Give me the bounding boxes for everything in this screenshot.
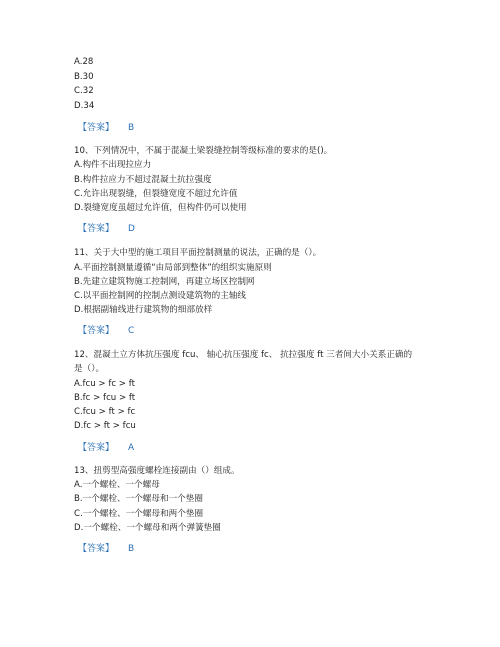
answer-label: 【答案】 bbox=[78, 123, 115, 133]
q11-option-c: C.以平面控制网的控制点测设建筑物的主轴线 bbox=[74, 291, 247, 301]
answer-label: 【答案】 bbox=[78, 443, 115, 453]
q11-option-a: A.平面控制测量遵循“由局部到整体”的组织实施原则 bbox=[74, 263, 272, 273]
answer-value: B bbox=[128, 123, 135, 133]
answer-value: D bbox=[128, 224, 135, 234]
q13-option-b: B.一个螺栓、一个螺母和一个垫圈 bbox=[74, 494, 203, 504]
q11-answer-row bbox=[78, 325, 134, 337]
q12-option-a: A.fcu > fc > ft bbox=[74, 379, 135, 389]
q13-answer-row bbox=[78, 543, 134, 555]
question-10-text: 10、下列情况中，不属于混凝土梁裂缝控制等级标准的要求的是()。 bbox=[74, 146, 333, 156]
question-12-text-line2: 是（）。 bbox=[74, 364, 105, 374]
q12-option-d: D.fc > ft > fcu bbox=[74, 421, 136, 431]
answer-row bbox=[78, 122, 134, 134]
q12-option-c: C.fcu > ft > fc bbox=[74, 407, 136, 417]
answer-label: 【答案】 bbox=[78, 326, 115, 336]
q11-option-b: B.先建立建筑物施工控制网，再建立场区控制网 bbox=[74, 277, 255, 287]
q13-option-c: C.一个螺栓、一个螺母和两个垫圈 bbox=[74, 509, 204, 519]
answer-value: C bbox=[128, 326, 135, 336]
option-d: D.34 bbox=[74, 101, 95, 111]
q13-option-a: A.一个螺栓、一个螺母 bbox=[74, 480, 160, 490]
answer-value: A bbox=[128, 443, 135, 453]
q10-option-b: B.构件拉应力不超过混凝土抗拉强度 bbox=[74, 175, 212, 185]
option-c: C.32 bbox=[74, 86, 94, 96]
q10-option-c: C.允许出现裂缝，但裂缝宽度不超过允许值 bbox=[74, 189, 238, 199]
question-12-text-line1: 12、混凝土立方体抗压强度 fcu、 轴心抗压强度 fc、 抗拉强度 ft 三者间大小关系正确的 bbox=[74, 350, 413, 360]
option-a: A.28 bbox=[74, 57, 94, 67]
q13-option-d: D.一个螺栓、一个螺母和两个弹簧垫圈 bbox=[74, 523, 221, 533]
q10-option-a: A.构件不出现拉应力 bbox=[74, 160, 152, 170]
answer-value: B bbox=[128, 544, 135, 554]
answer-label: 【答案】 bbox=[78, 544, 115, 554]
q12-answer-row bbox=[78, 442, 134, 454]
q11-option-d: D.根据副轴线进行建筑物的细部放样 bbox=[74, 305, 213, 315]
q12-option-b: B.fc > fcu > ft bbox=[74, 393, 136, 403]
answer-label: 【答案】 bbox=[78, 224, 115, 234]
q10-option-d: D.裂缝宽度虽超过允许值，但构件仍可以使用 bbox=[74, 203, 247, 213]
question-13-text: 13、扭剪型高强度螺栓连接副由（）组成。 bbox=[74, 466, 240, 476]
option-b: B.30 bbox=[74, 72, 94, 82]
q10-answer-row bbox=[78, 223, 135, 235]
question-11-text: 11、关于大中型的施工项目平面控制测量的说法，正确的是（）。 bbox=[74, 248, 322, 258]
